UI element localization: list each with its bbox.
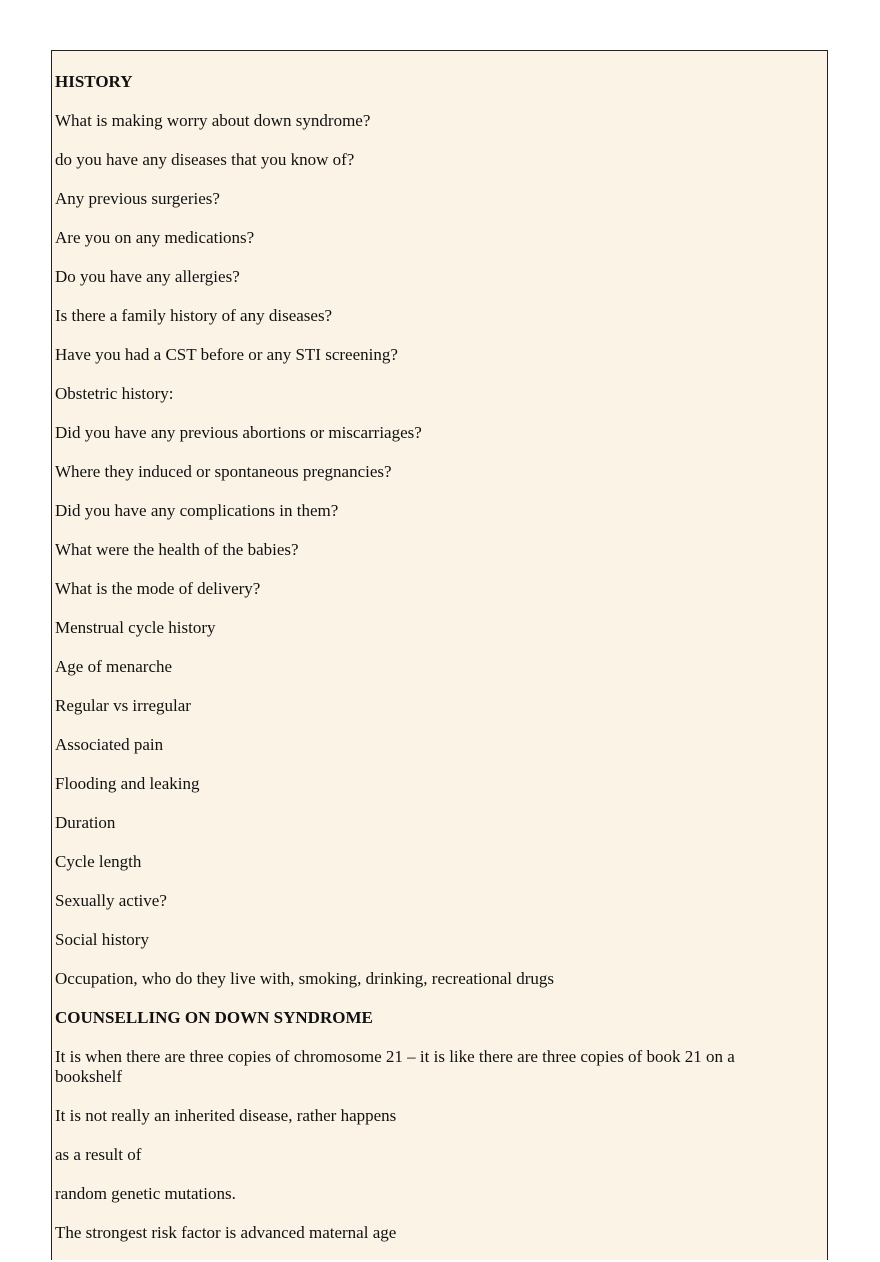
history-heading: HISTORY: [55, 72, 133, 91]
history-line: Do you have any allergies?: [55, 267, 240, 286]
history-line: Are you on any medications?: [55, 228, 255, 247]
history-line: Cycle length: [55, 852, 142, 871]
history-line: What is the mode of delivery?: [55, 579, 261, 598]
history-line: What were the health of the babies?: [55, 540, 299, 559]
history-line: Duration: [55, 813, 116, 832]
history-line: Any previous surgeries?: [55, 189, 220, 208]
history-line: Occupation, who do they live with, smoking, drinking, recreational drugs: [55, 969, 555, 988]
history-line: Did you have any previous abortions or miscarriages?: [55, 423, 422, 442]
history-line: Obstetric history:: [55, 384, 174, 403]
history-line: Age of menarche: [55, 657, 173, 676]
history-line: Sexually active?: [55, 891, 167, 910]
counselling-line: It is when there are three copies of chromosome 21 – it is like there are three copies of book 21 on a bookshelf: [55, 1047, 735, 1086]
history-line: Social history: [55, 930, 149, 949]
history-line: Flooding and leaking: [55, 774, 200, 793]
history-line: Where they induced or spontaneous pregnancies?: [55, 462, 392, 481]
document-page: [51, 50, 828, 1260]
history-line: Associated pain: [55, 735, 164, 754]
counselling-line: as a result of: [55, 1145, 142, 1164]
document-content: [55, 72, 787, 1262]
history-line: What is making worry about down syndrome?: [55, 111, 371, 130]
history-line: do you have any diseases that you know of?: [55, 150, 355, 169]
counselling-heading: COUNSELLING ON DOWN SYNDROME: [55, 1008, 373, 1027]
history-line: Menstrual cycle history: [55, 618, 216, 637]
history-line: Regular vs irregular: [55, 696, 191, 715]
history-line: Have you had a CST before or any STI screening?: [55, 345, 398, 364]
counselling-line: The strongest risk factor is advanced maternal age: [55, 1223, 397, 1242]
history-line: Did you have any complications in them?: [55, 501, 339, 520]
counselling-line: It is not really an inherited disease, rather happens: [55, 1106, 397, 1125]
history-line: Is there a family history of any diseases?: [55, 306, 333, 325]
counselling-line: random genetic mutations.: [55, 1184, 236, 1203]
